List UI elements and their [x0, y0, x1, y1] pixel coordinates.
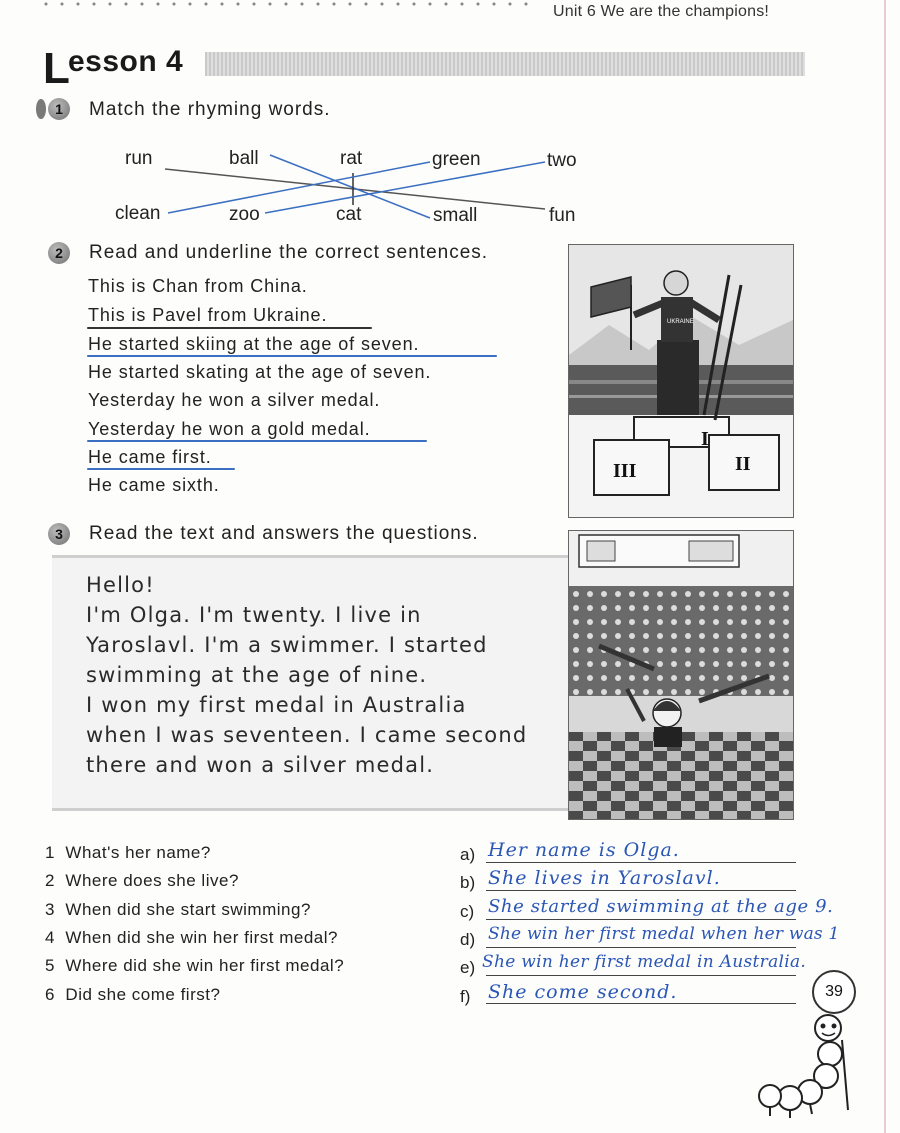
podium-third: III	[613, 460, 637, 482]
sentence-8: He came sixth.	[88, 475, 220, 495]
answer-c: She started swimming at the age 9.	[488, 896, 834, 917]
match-line-ball-small	[270, 155, 430, 218]
reading-line-1: Hello!	[86, 573, 155, 597]
question-6: 6 Did she come first?	[45, 985, 221, 1004]
underline-sentence-3	[87, 355, 497, 357]
word-small: small	[433, 205, 478, 226]
word-rat: rat	[340, 148, 363, 169]
answer-letter-c: c)	[460, 902, 475, 921]
exercise-3-instruction: Read the text and answers the questions.	[89, 523, 479, 544]
word-fun: fun	[549, 205, 576, 226]
answer-line-e	[486, 975, 796, 976]
answer-letter-b: b)	[460, 873, 476, 892]
answer-line-c	[486, 919, 796, 920]
word-run: run	[125, 148, 153, 169]
sentence-3: He started skiing at the age of seven.	[88, 334, 420, 354]
word-ball: ball	[229, 148, 259, 169]
answer-line-a	[486, 862, 796, 863]
lesson-title-initial: L	[43, 44, 70, 93]
sentence-1: This is Chan from China.	[88, 276, 308, 296]
answer-line-d	[486, 947, 796, 948]
sentence-7: He came first.	[88, 447, 212, 467]
exercise-number-badge: 3	[48, 523, 70, 545]
podium-first: I	[701, 428, 709, 450]
swimmer-illustration	[568, 530, 794, 820]
reading-line-5: I won my first medal in Australia	[86, 693, 467, 717]
match-line-green-clean	[168, 162, 430, 213]
question-4: 4 When did she win her first medal?	[45, 928, 338, 947]
sentence-2: This is Pavel from Ukraine.	[88, 305, 328, 325]
answer-letter-f: f)	[460, 987, 471, 1006]
answer-a: Her name is Olga.	[488, 839, 680, 861]
match-lines	[0, 0, 900, 240]
reading-line-4: swimming at the age of nine.	[86, 663, 428, 687]
underline-sentence-2	[87, 327, 372, 329]
answer-letter-d: d)	[460, 930, 476, 949]
answer-line-f	[486, 1003, 796, 1004]
question-2: 2 Where does she live?	[45, 871, 239, 890]
reading-line-7: there and won a silver medal.	[86, 753, 435, 777]
word-cat: cat	[336, 204, 362, 225]
question-5: 5 Where did she win her first medal?	[45, 956, 345, 975]
reading-line-3: Yaroslavl. I'm a swimmer. I started	[86, 633, 488, 657]
podium-illustration	[568, 244, 794, 518]
reading-line-6: when I was seventeen. I came second	[86, 723, 528, 747]
word-two: two	[547, 150, 577, 171]
caterpillar-icon	[750, 1010, 870, 1125]
unit-title: Unit 6 We are the champions!	[553, 3, 770, 20]
exercise-1-instruction: Match the rhyming words.	[89, 99, 331, 120]
answer-line-b	[486, 890, 796, 891]
exercise-2-instruction: Read and underline the correct sentences.	[89, 242, 489, 263]
answer-e: She win her first medal in Australia.	[482, 952, 807, 972]
answer-b: She lives in Yaroslavl.	[488, 867, 721, 889]
sentence-5: Yesterday he won a silver medal.	[88, 390, 381, 410]
podium-second: II	[735, 453, 751, 475]
underline-sentence-6	[87, 440, 427, 442]
reading-line-2: I'm Olga. I'm twenty. I live in	[86, 603, 422, 627]
answer-letter-e: e)	[460, 958, 476, 977]
word-zoo: zoo	[229, 204, 260, 225]
exercise-number-badge: 1	[48, 98, 70, 120]
sentence-6: Yesterday he won a gold medal.	[88, 419, 371, 439]
word-clean: clean	[115, 203, 161, 224]
answer-letter-a: a)	[460, 845, 476, 864]
lesson-title: esson 4	[68, 45, 184, 78]
sentence-4: He started skating at the age of seven.	[88, 362, 432, 382]
answer-d: She win her first medal when her was 1	[488, 924, 840, 944]
question-3: 3 When did she start swimming?	[45, 900, 311, 919]
athlete-shirt-text: UKRAINE	[667, 319, 694, 325]
answer-f: She come second.	[488, 981, 678, 1003]
page-number: 39	[812, 970, 856, 1014]
word-green: green	[432, 149, 481, 170]
exercise-number-badge: 2	[48, 242, 70, 264]
question-1: 1 What's her name?	[45, 843, 211, 862]
underline-sentence-7	[87, 468, 235, 470]
